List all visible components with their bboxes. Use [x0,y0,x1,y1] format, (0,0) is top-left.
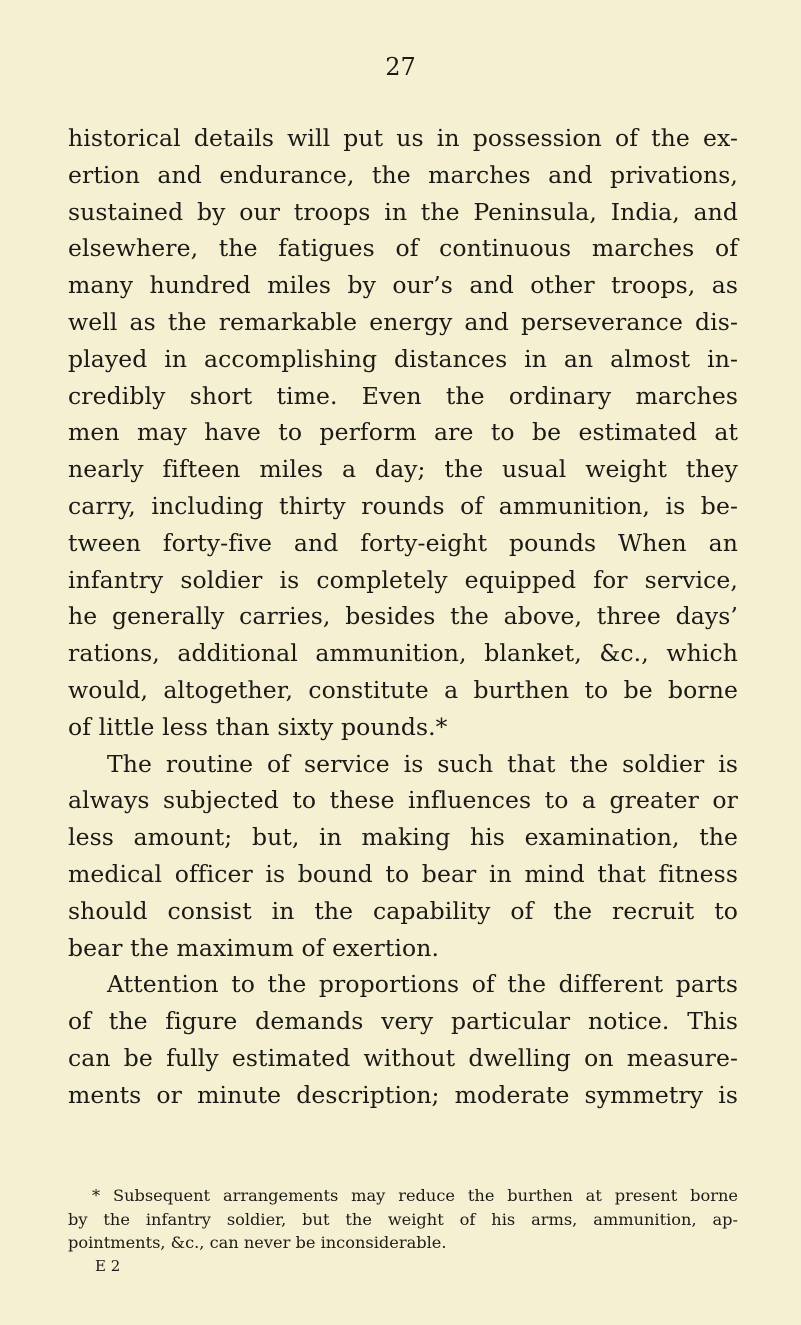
text-line: The routine of service is such that the soldier is [107,749,738,778]
text-line: less amount; but, in making his examination, the [68,823,738,852]
text-line: men may have to perform are to be estimated at [68,418,738,447]
text-line: ments or minute description; moderate symmetry is [68,1080,738,1109]
text-line: can be fully estimated without dwelling on measure- [68,1043,738,1072]
text-line: historical details will put us in possession of the ex- [68,124,738,152]
text-line: rations, additional ammunition, blanket, &c., which [68,639,738,668]
footnote-line: * Subsequent arrangements may reduce the burthen at present borne [92,1186,738,1205]
text-line: always subjected to these influences to a greater or [68,786,738,815]
body-text [68,120,738,1114]
text-line: sustained by our troops in the Peninsula, India, and [68,197,738,226]
text-line: medical officer is bound to bear in mind that fitness [68,859,738,888]
text-line: credibly short time. Even the ordinary marches [68,381,738,410]
text-line: carry, including thirty rounds of ammunition, is be- [68,491,738,520]
text-line: tween forty-five and forty-eight pounds When an [68,528,738,557]
footnote-line: pointments, &c., can never be inconsiderable. [68,1233,447,1252]
signature-mark: E 2 [95,1257,121,1275]
text-line: well as the remarkable energy and perseverance dis- [68,307,738,336]
footnote-line: by the infantry soldier, but the weight of his arms, ammunition, ap- [68,1209,738,1229]
page-number: 27 [385,53,416,81]
text-line: of little less than sixty pounds.* [68,712,448,741]
text-line: should consist in the capability of the recruit to [68,896,738,925]
text-line: Attention to the proportions of the different parts [107,970,738,999]
text-line: would, altogether, constitute a burthen to be borne [68,675,738,704]
text-line: played in accomplishing distances in an almost in- [68,344,738,373]
text-line: ertion and endurance, the marches and privations, [68,160,738,189]
text-line: bear the maximum of exertion. [68,933,440,962]
text-line: elsewhere, the fatigues of continuous marches of [68,234,738,263]
text-line: nearly fifteen miles a day; the usual weight they [68,455,738,484]
text-line: he generally carries, besides the above, three days’ [68,602,738,631]
text-line: of the figure demands very particular notice. This [68,1007,738,1036]
footnote [68,1184,738,1255]
text-line: many hundred miles by our’s and other troops, as [68,271,738,300]
text-line: infantry soldier is completely equipped for service, [68,565,738,594]
